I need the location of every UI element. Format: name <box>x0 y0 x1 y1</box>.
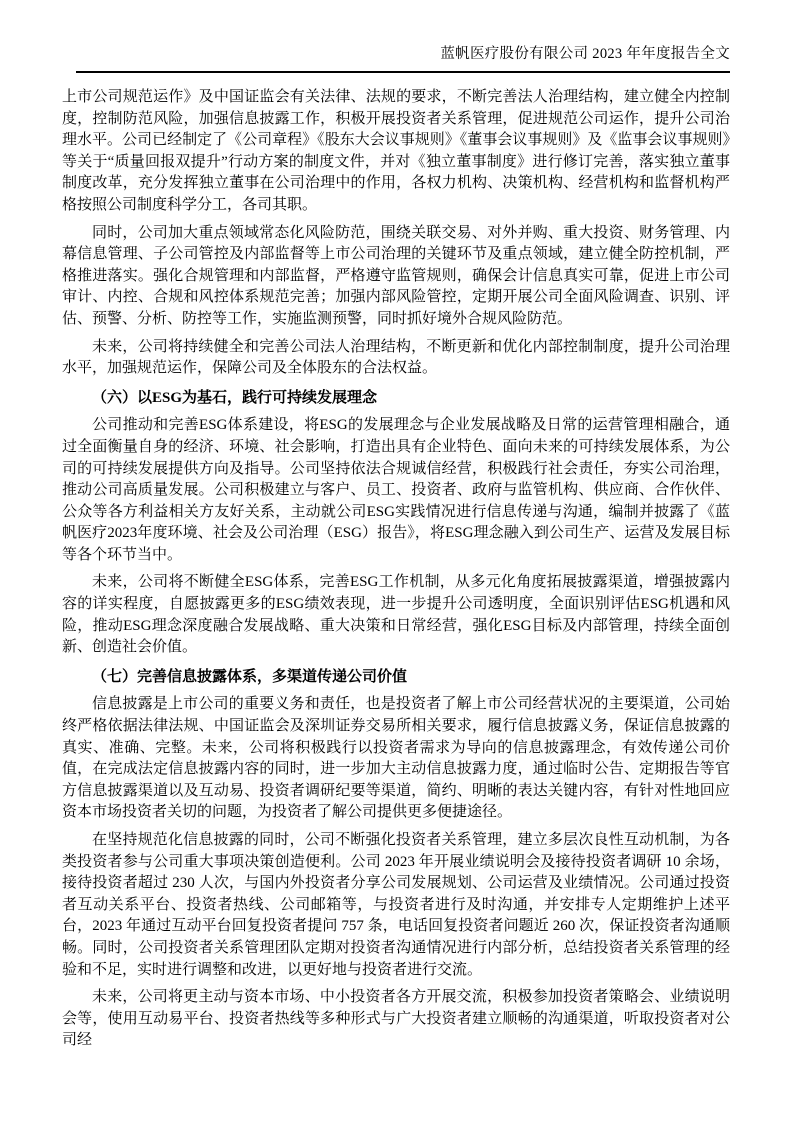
paragraph-governance-continuation: 上市公司规范运作》及中国证监会有关法律、法规的要求，不断完善法人治理结构，建立健全内控制度，控制防范风险，加强信息披露工作，积极开展投资者关系管理，促进规范公司运作，提升公司治理水平。公司已经制定了《公司章程》《股东大会议事规则》《董事会议事规则》及《监事会议事规则》等关于“质量回报双提升”行动方案的制度文件，并对《独立董事制度》进行修订完善，落实独立董事制度改革，充分发挥独立董事在公司治理中的作用，各权力机构、决策机构、经营机构和监督机构严格按照公司制度科学分工，各司其职。 <box>62 89 730 213</box>
paragraph-governance-future: 未来，公司将持续健全和完善公司法人治理结构，不断更新和优化内部控制制度，提升公司治理水平，加强规范运作，保障公司及全体股东的合法权益。 <box>62 338 730 377</box>
paragraph-risk-prevention: 同时，公司加大重点领域常态化风险防范，围绕关联交易、对外并购、重大投资、财务管理、内幕信息管理、子公司管控及内部监督等上市公司治理的关键环节及重点领域，建立健全防控机制，严格推进落实。强化合规管理和内部监督，严格遵守监管规则，确保会计信息真实可靠，促进上市公司审计、内控、合规和风控体系规范完善；加强内部风险管控，定期开展公司全面风险调查、识别、评估、预警、分析、防控等工作，实施监测预警，同时抓好境外合规风险防范。 <box>62 224 730 327</box>
paragraph-disclosure-duty: 信息披露是上市公司的重要义务和责任，也是投资者了解上市公司经营状况的主要渠道，公司始终严格依据法律法规、中国证监会及深圳证券交易所相关要求，履行信息披露义务，保证信息披露的真实、准确、完整。未来，公司将积极践行以投资者需求为导向的信息披露理念，有效传递公司价值，在完成法定信息披露内容的同时，进一步加大主动信息披露力度，通过临时公告、定期报告等官方信息披露渠道以及互动易、投资者调研纪要等渠道，简约、明晰的表达关键内容，有针对性地回应资本市场投资者关切的问题，为投资者了解公司提供更多便捷途径。 <box>62 696 730 821</box>
paragraph-esg-system: 公司推动和完善ESG体系建设，将ESG的发展理念与企业发展战略及日常的运营管理相融合，通过全面衡量自身的经济、环境、社会影响，打造出具有企业特色、面向未来的可持续发展体系，为公司的可持续发展提供方向及指导。公司坚持依法合规诚信经营，积极践行社会责任，夯实公司治理，推动公司高质量发展。公司积极建立与客户、员工、投资者、政府与监管机构、供应商、合作伙伴、公众等各方利益相关方友好关系，主动就公司ESG实践情况进行信息传递与沟通，编制并披露了《蓝帆医疗2023年度环境、社会及公司治理（ESG）报告》，将ESG理念融入到公司生产、运营及发展目标等各个环节当中。 <box>62 417 730 563</box>
section-heading-esg: （六）以ESG为基石，践行可持续发展理念 <box>92 389 378 406</box>
paragraph-esg-future: 未来，公司将不断健全ESG体系，完善ESG工作机制，从多元化角度拓展披露渠道，增强披露内容的详实程度，自愿披露更多的ESG绩效表现，进一步提升公司透明度，全面识别评估ESG机遇和风险，推动ESG理念深度融合发展战略、重大决策和日常经营，强化ESG目标及内部管理，持续全面创新、创造社会价值。 <box>62 574 730 656</box>
paragraph-investor-future: 未来，公司将更主动与资本市场、中小投资者各方开展交流，积极参加投资者策略会、业绩说明会等，使用互动易平台、投资者热线等多种形式与广大投资者建立顺畅的沟通渠道，听取投资者对公司经 <box>62 989 730 1049</box>
document-body <box>62 87 730 1052</box>
page-header <box>76 44 730 73</box>
header-title: 蓝帆医疗股份有限公司 2023 年年度报告全文 <box>440 46 730 62</box>
paragraph-investor-relations: 在坚持规范化信息披露的同时，公司不断强化投资者关系管理，建立多层次良性互动机制，为各类投资者参与公司重大事项决策创造便利。公司 2023 年开展业绩说明会及接待投资者调研 10 余场，接待投资者超过 230 人次，与国内外投资者分享公司发展规划、公司运营及业绩情况。公司通过投资者互动关系平台、投资者热线、公司邮箱等，与投资者进行及时沟通，并安排专人定期维护上述平台，2023 年通过互动平台回复投资者提问 757 条，电话回复投资者问题近 260 次，保证投资者沟通顺畅。同时，公司投资者关系管理团队定期对投资者沟通情况进行内部分析，总结投资者关系管理的经验和不足，实时进行调整和改进，以更好地与投资者进行交流。 <box>62 832 730 978</box>
section-heading-disclosure: （七）完善信息披露体系，多渠道传递公司价值 <box>92 668 408 685</box>
